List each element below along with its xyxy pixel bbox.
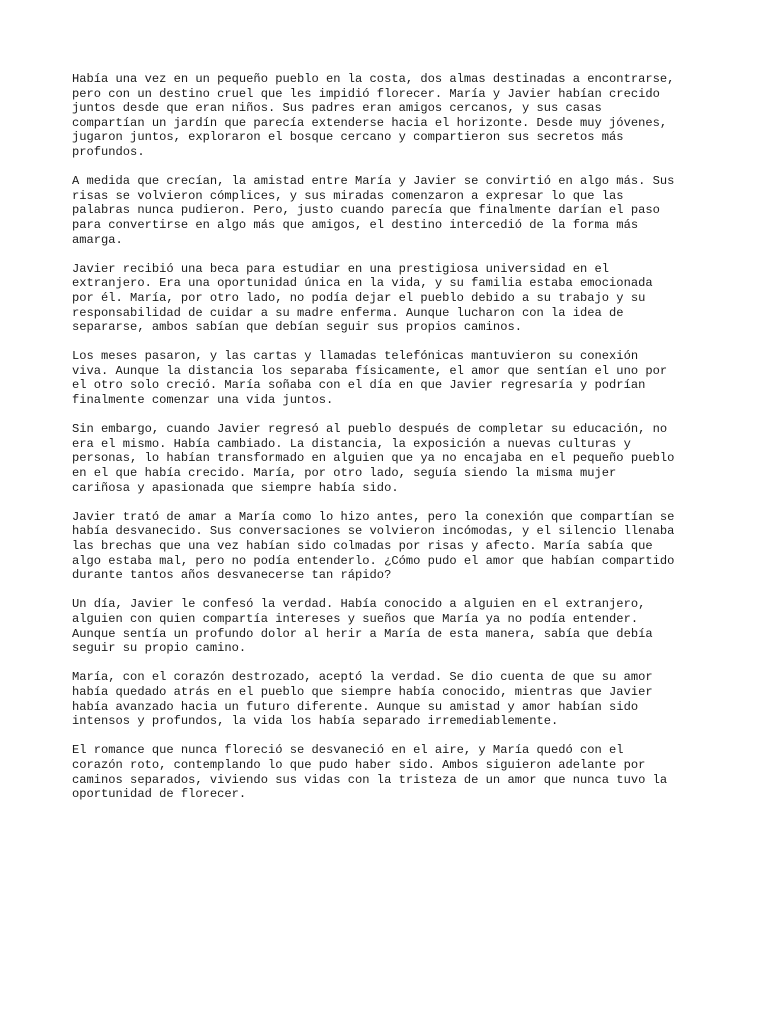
paragraph-line: amarga. — [72, 232, 123, 247]
paragraph-line: alguien con quien compartía intereses y sueños que María ya no podía entender. — [72, 611, 639, 626]
paragraph-line: responsabilidad de cuidar a su madre enferma. Aunque lucharon con la idea de — [72, 305, 624, 320]
paragraph-line: Aunque sentía un profundo dolor al herir a María de esta manera, sabía que debía — [72, 626, 653, 641]
paragraph-line: viva. Aunque la distancia los separaba físicamente, el amor que sentían el uno por — [72, 363, 668, 378]
document-body — [72, 72, 712, 816]
paragraph-line: Los meses pasaron, y las cartas y llamadas telefónicas mantuvieron su conexión — [72, 349, 639, 364]
paragraph-line: juntos desde que eran niños. Sus padres eran amigos cercanos, y sus casas — [72, 101, 602, 116]
paragraph — [72, 597, 712, 655]
paragraph-line: seguir su propio camino. — [72, 641, 247, 656]
paragraph-line: Un día, Javier le confesó la verdad. Había conocido a alguien en el extranjero, — [72, 597, 646, 612]
paragraph-line: cariñosa y apasionada que siempre había sido. — [72, 480, 399, 495]
paragraph-line: El romance que nunca floreció se desvaneció en el aire, y María quedó con el — [72, 743, 624, 758]
paragraph-line: era el mismo. Había cambiado. La distancia, la exposición a nuevas culturas y — [72, 436, 631, 451]
paragraph — [72, 670, 712, 728]
paragraph-line: María, con el corazón destrozado, aceptó la verdad. Se dio cuenta de que su amor — [72, 670, 653, 685]
paragraph-line: había desvanecido. Sus conversaciones se volvieron incómodas, y el silencio llenaba — [72, 524, 675, 539]
paragraph-line: profundos. — [72, 144, 145, 159]
paragraph-line: palabras nunca pudieron. Pero, justo cuando parecía que finalmente darían el paso — [72, 203, 660, 218]
paragraph — [72, 72, 712, 160]
paragraph — [72, 262, 712, 335]
paragraph-line: Sin embargo, cuando Javier regresó al pueblo después de completar su educación, no — [72, 422, 668, 437]
paragraph-line: Javier recibió una beca para estudiar en una prestigiosa universidad en el — [72, 261, 610, 276]
paragraph-line: durante tantos años desvanecerse tan rápido? — [72, 568, 392, 583]
paragraph-line: Había una vez en un pequeño pueblo en la costa, dos almas destinadas a encontrarse, — [72, 72, 675, 86]
paragraph-line: separarse, ambos sabían que debían seguir sus propios caminos. — [72, 320, 522, 335]
paragraph-line: caminos separados, viviendo sus vidas con la tristeza de un amor que nunca tuvo la — [72, 772, 668, 787]
paragraph-line: había quedado atrás en el pueblo que siempre había conocido, mientras que Javier — [72, 684, 653, 699]
paragraph-line: Javier trató de amar a María como lo hizo antes, pero la conexión que compartían se — [72, 509, 675, 524]
paragraph-line: intensos y profundos, la vida los había separado irremediablemente. — [72, 714, 559, 729]
paragraph — [72, 174, 712, 247]
paragraph-line: risas se volvieron cómplices, y sus miradas comenzaron a expresar lo que las — [72, 188, 624, 203]
paragraph-line: A medida que crecían, la amistad entre María y Javier se convirtió en algo más. Sus — [72, 174, 675, 189]
paragraph-line: en el que había crecido. María, por otro lado, seguía siendo la misma mujer — [72, 466, 617, 481]
paragraph — [72, 422, 712, 495]
paragraph-line: las brechas que una vez habían sido colmadas por risas y afecto. María sabía que — [72, 539, 653, 553]
paragraph — [72, 743, 712, 801]
paragraph-line: corazón roto, contemplando lo que pudo haber sido. Ambos siguieron adelante por — [72, 757, 646, 772]
paragraph-line: compartían un jardín que parecía extenderse hacia el horizonte. Desde muy jóvenes, — [72, 115, 668, 130]
paragraph-line: para convertirse en algo más que amigos, el destino intercedió de la forma más — [72, 217, 639, 232]
paragraph-line: algo estaba mal, pero no podía entenderlo. ¿Cómo pudo el amor que habían compartido — [72, 553, 675, 568]
paragraph-line: extranjero. Era una oportunidad única en la vida, y su familia estaba emocionada — [72, 276, 653, 291]
paragraph-line: había avanzado hacia un futuro diferente. Aunque su amistad y amor habían sido — [72, 699, 639, 714]
paragraph-line: jugaron juntos, exploraron el bosque cercano y compartieron sus secretos más — [72, 130, 624, 145]
paragraph-line: pero con un destino cruel que les impidió florecer. María y Javier habían crecido — [72, 86, 660, 101]
paragraph-line: el otro solo creció. María soñaba con el día en que Javier regresaría y podrían — [72, 378, 646, 393]
paragraph — [72, 510, 712, 583]
paragraph-line: por él. María, por otro lado, no podía dejar el pueblo debido a su trabajo y su — [72, 290, 646, 305]
paragraph — [72, 349, 712, 407]
paragraph-line: finalmente comenzar una vida juntos. — [72, 393, 334, 408]
paragraph-line: personas, lo habían transformado en alguien que ya no encajaba en el pequeño pueblo — [72, 451, 675, 466]
paragraph-line: oportunidad de florecer. — [72, 787, 247, 802]
